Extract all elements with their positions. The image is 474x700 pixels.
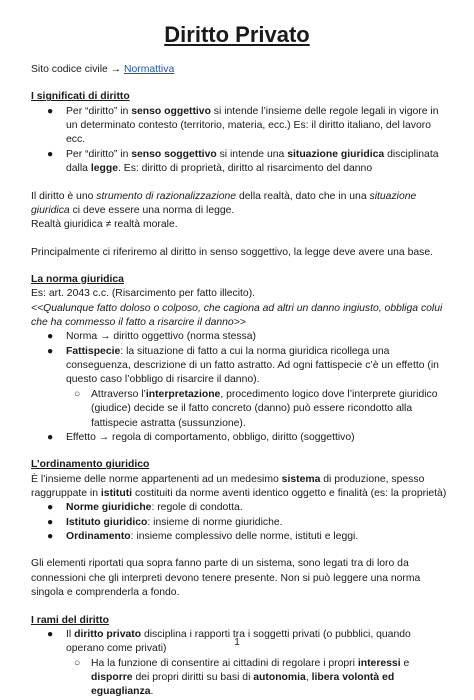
hollow-bullet-icon: ○ — [74, 388, 81, 400]
list-item: ● Per “diritto” in senso oggettivo si intende l’insieme delle regole legali in vigore in un determinato contesto (territorio, materia, ecc.) Es: il diritto italiano, del lavoro ecc. — [47, 105, 439, 146]
sub-list-item: ○ Attraverso l’interpretazione, procedimento logico dove l’interprete giuridico (giudice) decide se il fatto concreto (danno) può essere ricondotto alla fattispecie astratta (sussunzione). — [74, 388, 438, 429]
ordinamento-list — [31, 501, 450, 544]
page-title: Diritto Privato — [164, 22, 310, 47]
page-number: 1 — [234, 637, 240, 648]
list-item: ● Per “diritto” in senso soggettivo si intende una situazione giuridica disciplinata dalla legge. Es: diritto di proprietà, diritto al risarcimento del danno — [47, 148, 439, 175]
list-item: ● Norma → diritto oggettivo (norma stessa) — [31, 330, 450, 344]
list-item: ● Il diritto privato disciplina i rapporti tra i soggetti privati (o pubblici, quando operano come privati) ○ Ha la funzione di consentire ai cittadini di regolare i propri interessi e disporre dei propri diritti su basi di autonomia, libera volontà ed eguaglianza. — [31, 628, 450, 700]
list-item: ● Istituto giuridico: insieme di norme giuridiche. — [31, 516, 450, 530]
sub-list — [66, 657, 450, 700]
bullet-icon: ● — [47, 628, 54, 640]
hollow-bullet-icon: ○ — [74, 657, 81, 669]
paragraph: Principalmente ci riferiremo al diritto in senso soggettivo, la legge deve avere una base. — [31, 246, 433, 258]
list-item: ● Ordinamento: insieme complessivo delle norme, istituti e leggi. — [31, 530, 450, 544]
paragraph: È l’insieme delle norme appartenenti ad un medesimo sistema di produzione, spesso raggruppate in istituti costituiti da norme aventi identico oggetto e finalità (es: la proprietà) — [31, 473, 447, 499]
bullet-icon: ● — [47, 148, 54, 160]
section-heading-norma: La norma giuridica — [31, 273, 124, 285]
sub-list-item: ○ Ha la funzione di consentire ai cittadini di regolare i propri interessi e disporre dei propri diritti su basi di autonomia, libera volontà ed eguaglianza. — [74, 657, 410, 698]
bullet-icon: ● — [47, 531, 54, 543]
bullet-icon: ● — [47, 516, 54, 528]
list-item: ● Norme giuridiche: regole di condotta. — [31, 501, 450, 515]
bullet-icon: ● — [47, 431, 54, 443]
quote: <<Qualunque fatto doloso o colposo, che cagiona ad altri un danno ingiusto, obbliga colui che ha commesso il fatto a risarcire il danno>> — [31, 302, 443, 329]
norma-list — [31, 330, 450, 445]
list-item: ● Effetto → regola di comportamento, obbligo, diritto (soggettivo) — [31, 431, 450, 445]
sub-list — [66, 388, 450, 431]
normattiva-link[interactable]: Normattiva — [123, 64, 175, 75]
bullet-icon: ● — [47, 331, 54, 343]
example-line: Es: art. 2043 c.c. (Risarcimento per fatto illecito). — [31, 288, 256, 300]
significati-list — [31, 105, 450, 177]
section-heading-ordinamento: L’ordinamento giuridico — [31, 459, 150, 471]
bullet-icon: ● — [47, 345, 54, 357]
paragraph: Il diritto è uno strumento di razionalizzazione della realtà, dato che in una situazione giuridica ci deve essere una norma di legge. Realtà giuridica ≠ realtà morale. — [31, 190, 417, 231]
section-heading-rami: I rami del diritto — [31, 614, 109, 626]
document-body — [31, 63, 450, 700]
section-heading-significati: I significati di diritto — [31, 91, 130, 103]
paragraph: Gli elementi riportati qua sopra fanno parte di un sistema, sono legati tra di loro da connessioni che gli interpreti devono tenere presente. Non si può leggere una norma singola e comprenderla a fondo. — [31, 558, 421, 599]
list-item: ● Fattispecie: la situazione di fatto a cui la norma giuridica ricollega una conseguenza, descrizione di un fatto astratto. Ad ogni fattispecie c’è un effetto (in questo caso l’obbligo di risarcire il danno). ○ Attraverso l’interpretazione, procedimento logico dove l’interprete giuridico (giudice) decide se il fatto concreto (danno) può essere ricondotto alla fattispecie astratta (sussunzione). — [31, 345, 450, 431]
intro-line: Sito codice civile → Normattiva — [31, 64, 175, 75]
bullet-icon: ● — [47, 502, 54, 514]
bullet-icon: ● — [47, 105, 54, 117]
